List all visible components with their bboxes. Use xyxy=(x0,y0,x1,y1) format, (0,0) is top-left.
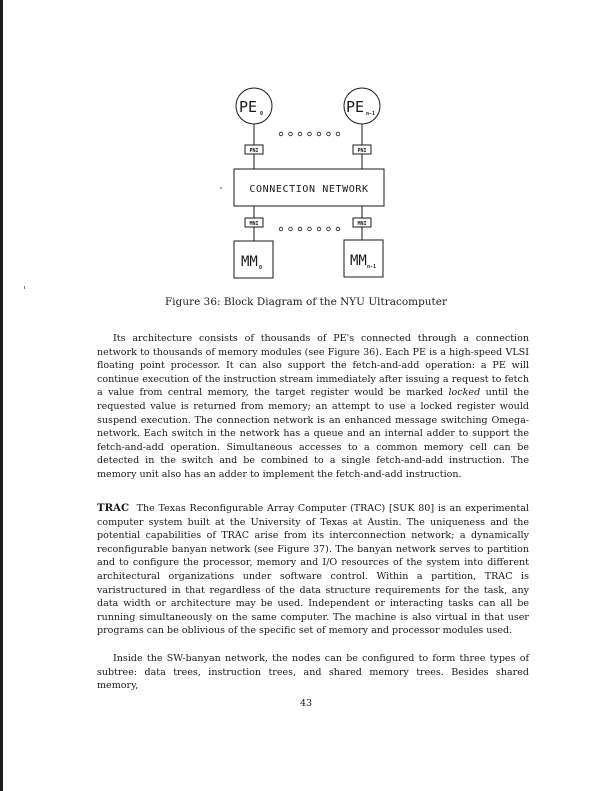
svg-text:MNI: MNI xyxy=(249,221,259,227)
nyu-ultracomputer-block-diagram xyxy=(0,0,612,300)
section-run-in-heading: TRAC xyxy=(97,502,130,514)
pe0-subscript: 0 xyxy=(260,111,264,117)
paragraph-trac xyxy=(97,502,529,638)
processor-element-0 xyxy=(236,88,272,124)
connection-network-box xyxy=(234,169,384,206)
pni-box-right xyxy=(353,145,371,154)
paragraph-text: Inside the SW-banyan network, the nodes can be configured to form three types of subtree: data trees, instruction trees, and shared memory trees. Besides shared memory, xyxy=(97,653,529,692)
mni-box-right xyxy=(353,218,371,227)
paragraph-sw-banyan xyxy=(97,652,529,693)
ellipsis-dots-top xyxy=(279,132,340,136)
paragraph-ultracomputer-architecture xyxy=(97,332,529,482)
pen-1-label: PE xyxy=(346,98,365,116)
mm0-label: MM xyxy=(241,254,258,270)
figure-caption: Figure 36: Block Diagram of the NYU Ultracomputer xyxy=(165,296,447,308)
svg-text:PNI: PNI xyxy=(249,148,259,154)
connection-network-label: CONNECTION NETWORK xyxy=(249,184,369,195)
mm0-subscript: 0 xyxy=(259,265,263,271)
paragraph-text: Its architecture consists of thousands of PE's connected through a connection network to thousands of memory modules (see Figure 36). Each PE is a high-speed VLSI floating point processor. It can also support the fetch-and-add operation: a PE will continue execution of the instruction stream immediately after issuing a request to fetch a value from central memory, the target register would be marked xyxy=(97,333,529,399)
mmn-1-subscript: n-1 xyxy=(367,264,377,270)
pe0-label: PE xyxy=(239,98,258,116)
page-number: 43 xyxy=(299,698,313,709)
processor-element-n-1 xyxy=(344,88,380,124)
emphasis-locked: locked xyxy=(448,387,481,399)
ellipsis-dots-bottom xyxy=(279,227,340,231)
mmn-1-label: MM xyxy=(350,253,367,269)
pen-1-subscript: n-1 xyxy=(366,111,376,117)
memory-module-n-1 xyxy=(344,240,383,277)
pni-box-left xyxy=(245,145,263,154)
memory-module-0 xyxy=(234,241,273,278)
svg-text:PNI: PNI xyxy=(357,148,367,154)
paragraph-text: The Texas Reconfigurable Array Computer (TRAC) [SUK 80] is an experimental computer system built at the University of Texas at Austin. The uniqueness and the potential capabilities of TRAC arise from its interconnection network; a dynamically reconfigurable banyan network (see Figure 37). The banyan network serves to partition and to configure the processor, memory and I/O resources of the system into different architectural organizations under software control. Within a partition, TRAC is varistructured in that regardless of the data structure requirements for the task, any data width or architecture may be used. Independent or interacting tasks can all be running simultaneously on the same computer. The machine is also virtual in that user programs can be oblivious of the specific set of memory and processor modules used. xyxy=(97,503,529,637)
mni-box-left xyxy=(245,218,263,227)
svg-text:MNI: MNI xyxy=(357,221,367,227)
paragraph-text: until the requested value is returned from memory; an attempt to use a locked register would suspend execution. The connection network is an enhanced message switching Omega-network. Each switch in the network has a queue and an internal adder to support the fetch-and-add operation. Simultaneous accesses to a common memory cell can be detected in the switch and be combined to a single fetch-and-add instruction. The memory unit also has an adder to implement the fetch-and-add instruction. xyxy=(97,387,529,480)
